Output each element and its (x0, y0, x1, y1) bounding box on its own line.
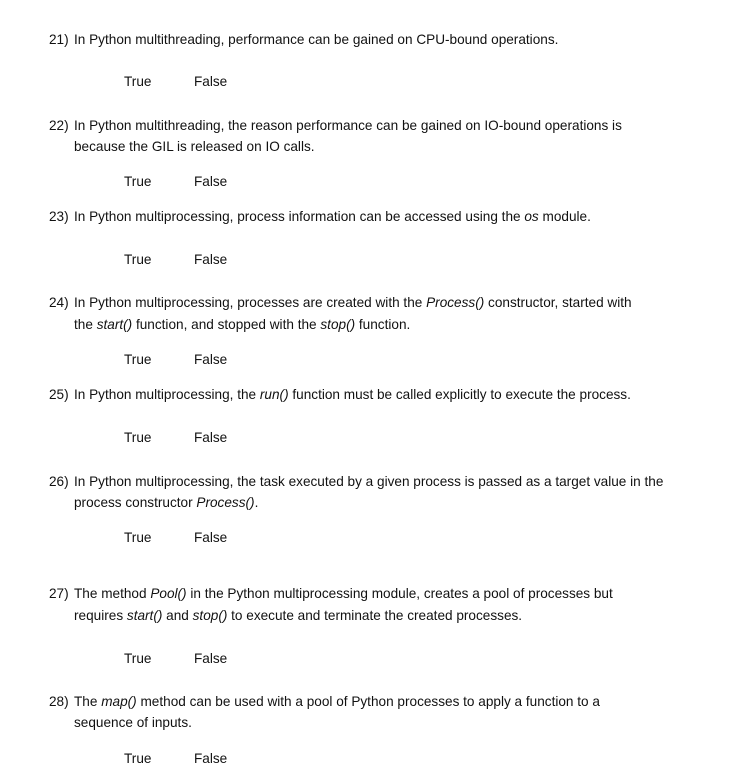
true-option[interactable]: True (124, 430, 152, 445)
question-text: 28) The map() method can be used with a pool of Python processes to apply a function to a (49, 694, 600, 709)
question-number: 21) (49, 32, 69, 47)
false-option[interactable]: False (194, 430, 228, 445)
question-number: 24) (49, 295, 69, 310)
question-text: 26) In Python multiprocessing, the task executed by a given process is passed as a target value in the (49, 474, 664, 489)
question-number: 27) (49, 586, 69, 601)
false-option[interactable]: False (194, 751, 228, 766)
question-number: 28) (49, 694, 69, 709)
question-text: 22) In Python multithreading, the reason performance can be gained on IO-bound operations is (49, 118, 622, 133)
true-option[interactable]: True (124, 174, 152, 189)
false-option[interactable]: False (194, 651, 228, 666)
question-text: 21) In Python multithreading, performance can be gained on CPU-bound operations. (49, 32, 559, 47)
false-option[interactable]: False (194, 352, 228, 367)
false-option[interactable]: False (194, 74, 228, 89)
true-option[interactable]: True (124, 352, 152, 367)
question-text-cont: process constructor Process(). (74, 495, 259, 510)
question-number: 26) (49, 474, 69, 489)
false-option[interactable]: False (194, 252, 228, 267)
question-text-cont: because the GIL is released on IO calls. (74, 139, 315, 154)
false-option[interactable]: False (194, 174, 228, 189)
question-text: 23) In Python multiprocessing, process information can be accessed using the os module. (49, 209, 591, 224)
true-option[interactable]: True (124, 751, 152, 766)
true-option[interactable]: True (124, 651, 152, 666)
question-text: 25) In Python multiprocessing, the run() function must be called explicitly to execute the process. (49, 387, 631, 402)
question-text-cont: sequence of inputs. (74, 715, 192, 730)
question-number: 22) (49, 118, 69, 133)
question-text: 24) In Python multiprocessing, processes are created with the Process() constructor, started with (49, 295, 632, 310)
true-option[interactable]: True (124, 74, 152, 89)
question-text-cont: the start() function, and stopped with the stop() function. (74, 317, 411, 332)
true-option[interactable]: True (124, 530, 152, 545)
false-option[interactable]: False (194, 530, 228, 545)
question-text: 27) The method Pool() in the Python multiprocessing module, creates a pool of processes but (49, 586, 613, 601)
true-option[interactable]: True (124, 252, 152, 267)
question-text-cont: requires start() and stop() to execute and terminate the created processes. (74, 608, 523, 623)
question-number: 25) (49, 387, 69, 402)
question-number: 23) (49, 209, 69, 224)
